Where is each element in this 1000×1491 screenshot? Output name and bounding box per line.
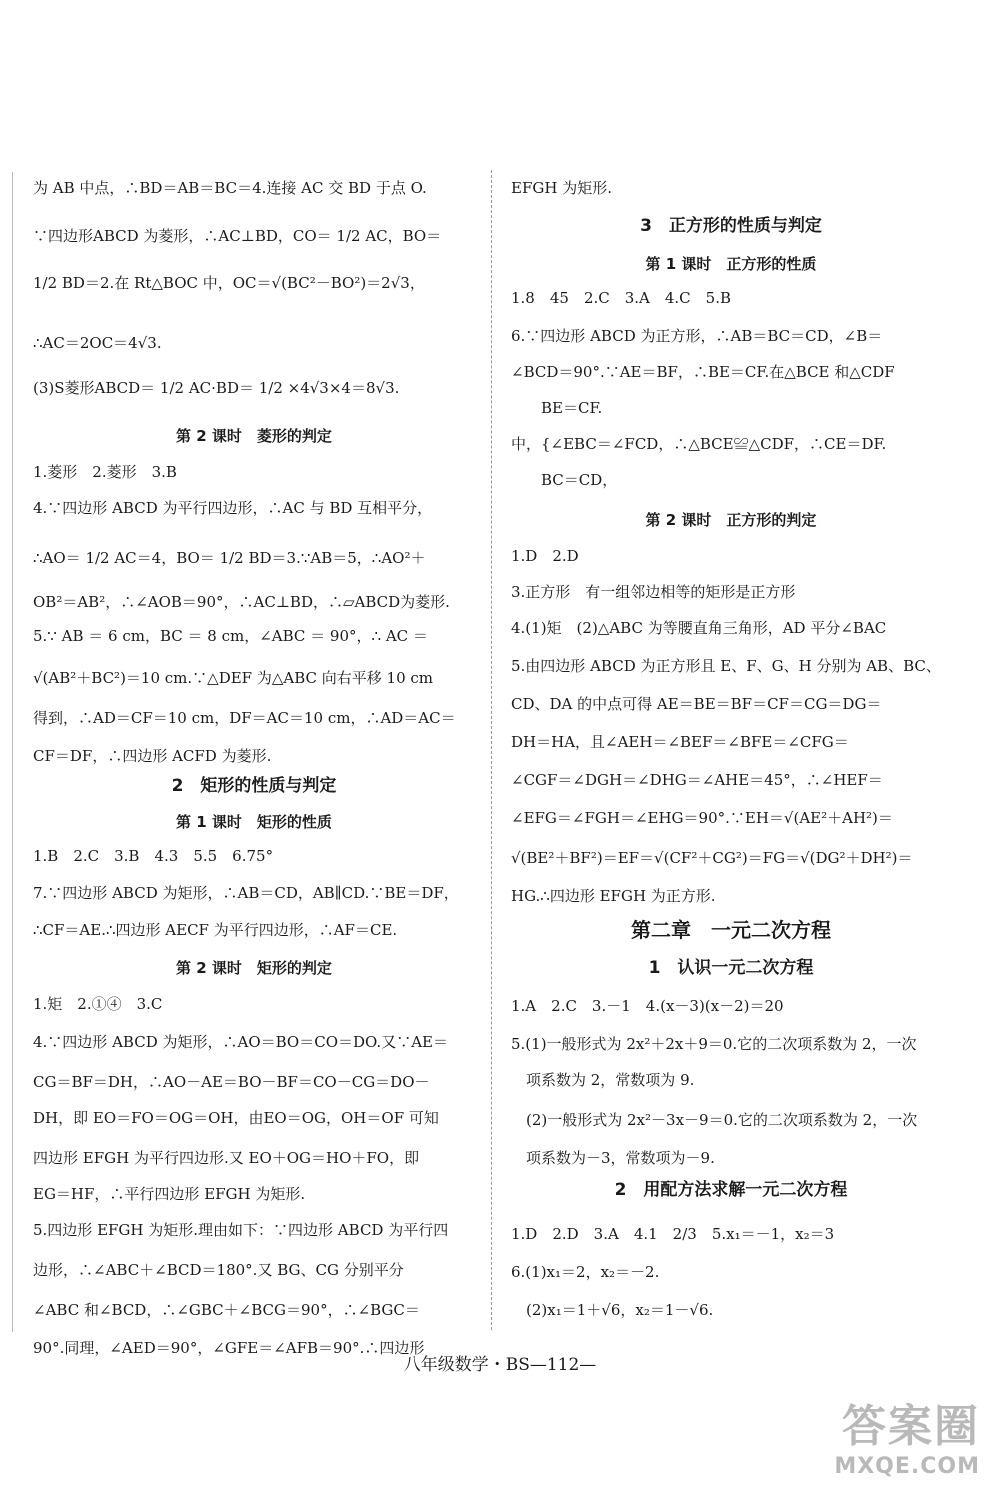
text-line: √(BE²＋BF²)＝EF＝√(CF²＋CG²)＝FG＝√(DG²＋DH²)＝ <box>511 849 913 867</box>
section-heading: 2 矩形的性质与判定 <box>171 776 337 796</box>
watermark-logo: 答案圈 <box>842 1401 980 1452</box>
section-heading: 2 用配方法求解一元二次方程 <box>614 1180 848 1200</box>
section-heading: 第 1 课时 矩形的性质 <box>176 813 332 831</box>
text-line: (2)x₁＝1＋√6，x₂＝1－√6. <box>511 1301 714 1319</box>
text-line: HG.∴四边形 EFGH 为正方形. <box>511 887 716 905</box>
text-line: BC＝CD， <box>511 471 618 489</box>
text-line: EFGH 为矩形. <box>511 179 612 197</box>
text-line: 90°.同理，∠AED＝90°，∠GFE＝∠AFB＝90°.∴四边形 <box>33 1339 425 1357</box>
section-heading: 3 正方形的性质与判定 <box>640 216 822 236</box>
text-line: OB²＝AB²，∴∠AOB＝90°，∴AC⊥BD，∴▱ABCD为菱形. <box>33 593 450 611</box>
text-line: 1.A 2.C 3.－1 4.(x－3)(x－2)＝20 <box>511 997 784 1015</box>
text-line: 3.正方形 有一组邻边相等的矩形是正方形 <box>511 583 796 601</box>
section-heading: 第二章 一元二次方程 <box>631 918 831 942</box>
column-divider <box>491 170 492 1330</box>
text-line: 1.D 2.D 3.A 4.1 2/3 5.x₁＝－1，x₂＝3 <box>511 1225 835 1243</box>
text-line: 项系数为－3，常数项为－9. <box>511 1149 715 1167</box>
text-line: ∴AO＝ 1/2 AC＝4，BO＝ 1/2 BD＝3.∵AB＝5，∴AO²＋ <box>33 549 426 567</box>
text-line: 边形，∴∠ABC＋∠BCD＝180°.又 BG、CG 分别平分 <box>33 1261 404 1279</box>
text-line: √(AB²＋BC²)＝10 cm.∵△DEF 为△ABC 向右平移 10 cm <box>33 669 434 687</box>
left-margin-rule <box>12 172 13 1332</box>
text-line: (2)一般形式为 2x²－3x－9＝0.它的二次项系数为 2，一次 <box>511 1111 918 1129</box>
text-line: 5.由四边形 ABCD 为正方形且 E、F、G、H 分别为 AB、BC、 <box>511 657 941 675</box>
text-line: DH，即 EO＝FO＝OG＝OH，由EO＝OG，OH＝OF 可知 <box>33 1109 439 1127</box>
text-line: ∠BCD＝90°.∵AE＝BF，∴BE＝CF.在△BCE 和△CDF <box>511 363 895 381</box>
text-line: ∠ABC 和∠BCD，∴∠GBC＋∠BCG＝90°，∴∠BGC＝ <box>33 1301 420 1319</box>
text-line: 中，{∠EBC＝∠FCD，∴△BCE≌△CDF，∴CE＝DF. <box>511 435 887 453</box>
text-line: BE＝CF. <box>511 399 603 417</box>
text-line: 7.∵四边形 ABCD 为矩形，∴AB＝CD，AB∥CD.∵BE＝DF， <box>33 884 459 902</box>
text-line: 1.B 2.C 3.B 4.3 5.5 6.75° <box>33 847 274 865</box>
text-line: ∴CF＝AE.∴四边形 AECF 为平行四边形，∴AF＝CE. <box>33 921 398 939</box>
text-line: 1.8 45 2.C 3.A 4.C 5.B <box>511 289 731 307</box>
text-line: ∴AC＝2OC＝4√3. <box>33 334 162 352</box>
text-line: DH＝HA，且∠AEH＝∠BEF＝∠BFE＝∠CFG＝ <box>511 733 849 751</box>
text-line: 4.∵四边形 ABCD 为矩形，∴AO＝BO＝CO＝DO.又∵AE＝ <box>33 1033 448 1051</box>
text-line: 4.(1)矩 (2)△ABC 为等腰直角三角形，AD 平分∠BAC <box>511 619 887 637</box>
section-heading: 第 2 课时 矩形的判定 <box>176 959 332 977</box>
text-line: 6.(1)x₁＝2，x₂＝－2. <box>511 1263 660 1281</box>
section-heading: 第 2 课时 菱形的判定 <box>176 427 332 445</box>
section-heading: 1 认识一元二次方程 <box>648 958 814 978</box>
text-line: 得到，∴AD＝CF＝10 cm，DF＝AC＝10 cm，∴AD＝AC＝ <box>33 709 456 727</box>
text-line: ∵四边形ABCD 为菱形，∴AC⊥BD，CO＝ 1/2 AC，BO＝ <box>33 227 442 245</box>
section-heading: 第 2 课时 正方形的判定 <box>645 511 817 529</box>
text-line: EG＝HF，∴平行四边形 EFGH 为矩形. <box>33 1185 306 1203</box>
text-line: 6.∵四边形 ABCD 为正方形，∴AB＝BC＝CD，∠B＝ <box>511 327 883 345</box>
text-line: 4.∵四边形 ABCD 为平行四边形，∴AC 与 BD 互相平分， <box>33 499 433 517</box>
text-line: 5.四边形 EFGH 为矩形.理由如下：∵四边形 ABCD 为平行四 <box>33 1221 449 1239</box>
text-line: (3)S菱形ABCD＝ 1/2 AC·BD＝ 1/2 ×4√3×4＝8√3. <box>33 379 400 397</box>
watermark <box>834 1390 980 1479</box>
page-footer: 八年级数学・BS—112— <box>403 1355 597 1375</box>
text-line: CF＝DF，∴四边形 ACFD 为菱形. <box>33 747 272 765</box>
text-line: 为 AB 中点，∴BD＝AB＝BC＝4.连接 AC 交 BD 于点 O. <box>33 179 427 197</box>
text-line: 四边形 EFGH 为平行四边形.又 EO＋OG＝HO＋FO，即 <box>33 1149 420 1167</box>
text-line: 1.矩 2.①④ 3.C <box>33 995 163 1013</box>
text-line: ∠CGF＝∠DGH＝∠DHG＝∠AHE＝45°，∴∠HEF＝ <box>511 771 883 789</box>
text-line: 1/2 BD＝2.在 Rt△BOC 中，OC＝√(BC²－BO²)＝2√3， <box>33 274 425 292</box>
text-line: CD、DA 的中点可得 AE＝BE＝BF＝CF＝CG＝DG＝ <box>511 695 882 713</box>
text-line: ∠EFG＝∠FGH＝∠EHG＝90°.∵EH＝√(AE²＋AH²)＝ <box>511 809 893 827</box>
text-line: 1.D 2.D <box>511 547 579 565</box>
text-line: CG＝BF＝DH，∴AO－AE＝BO－BF＝CO－CG＝DO－ <box>33 1073 430 1091</box>
section-heading: 第 1 课时 正方形的性质 <box>645 255 817 273</box>
text-line: 5.(1)一般形式为 2x²＋2x＋9＝0.它的二次项系数为 2，一次 <box>511 1035 917 1053</box>
text-line: 项系数为 2，常数项为 9. <box>511 1071 695 1089</box>
text-line: 5.∵ AB ＝ 6 cm，BC ＝ 8 cm，∠ABC ＝ 90°，∴ AC ＝ <box>33 627 428 645</box>
watermark-url: MXQE.COM <box>834 1454 980 1479</box>
text-line: 1.菱形 2.菱形 3.B <box>33 463 177 481</box>
